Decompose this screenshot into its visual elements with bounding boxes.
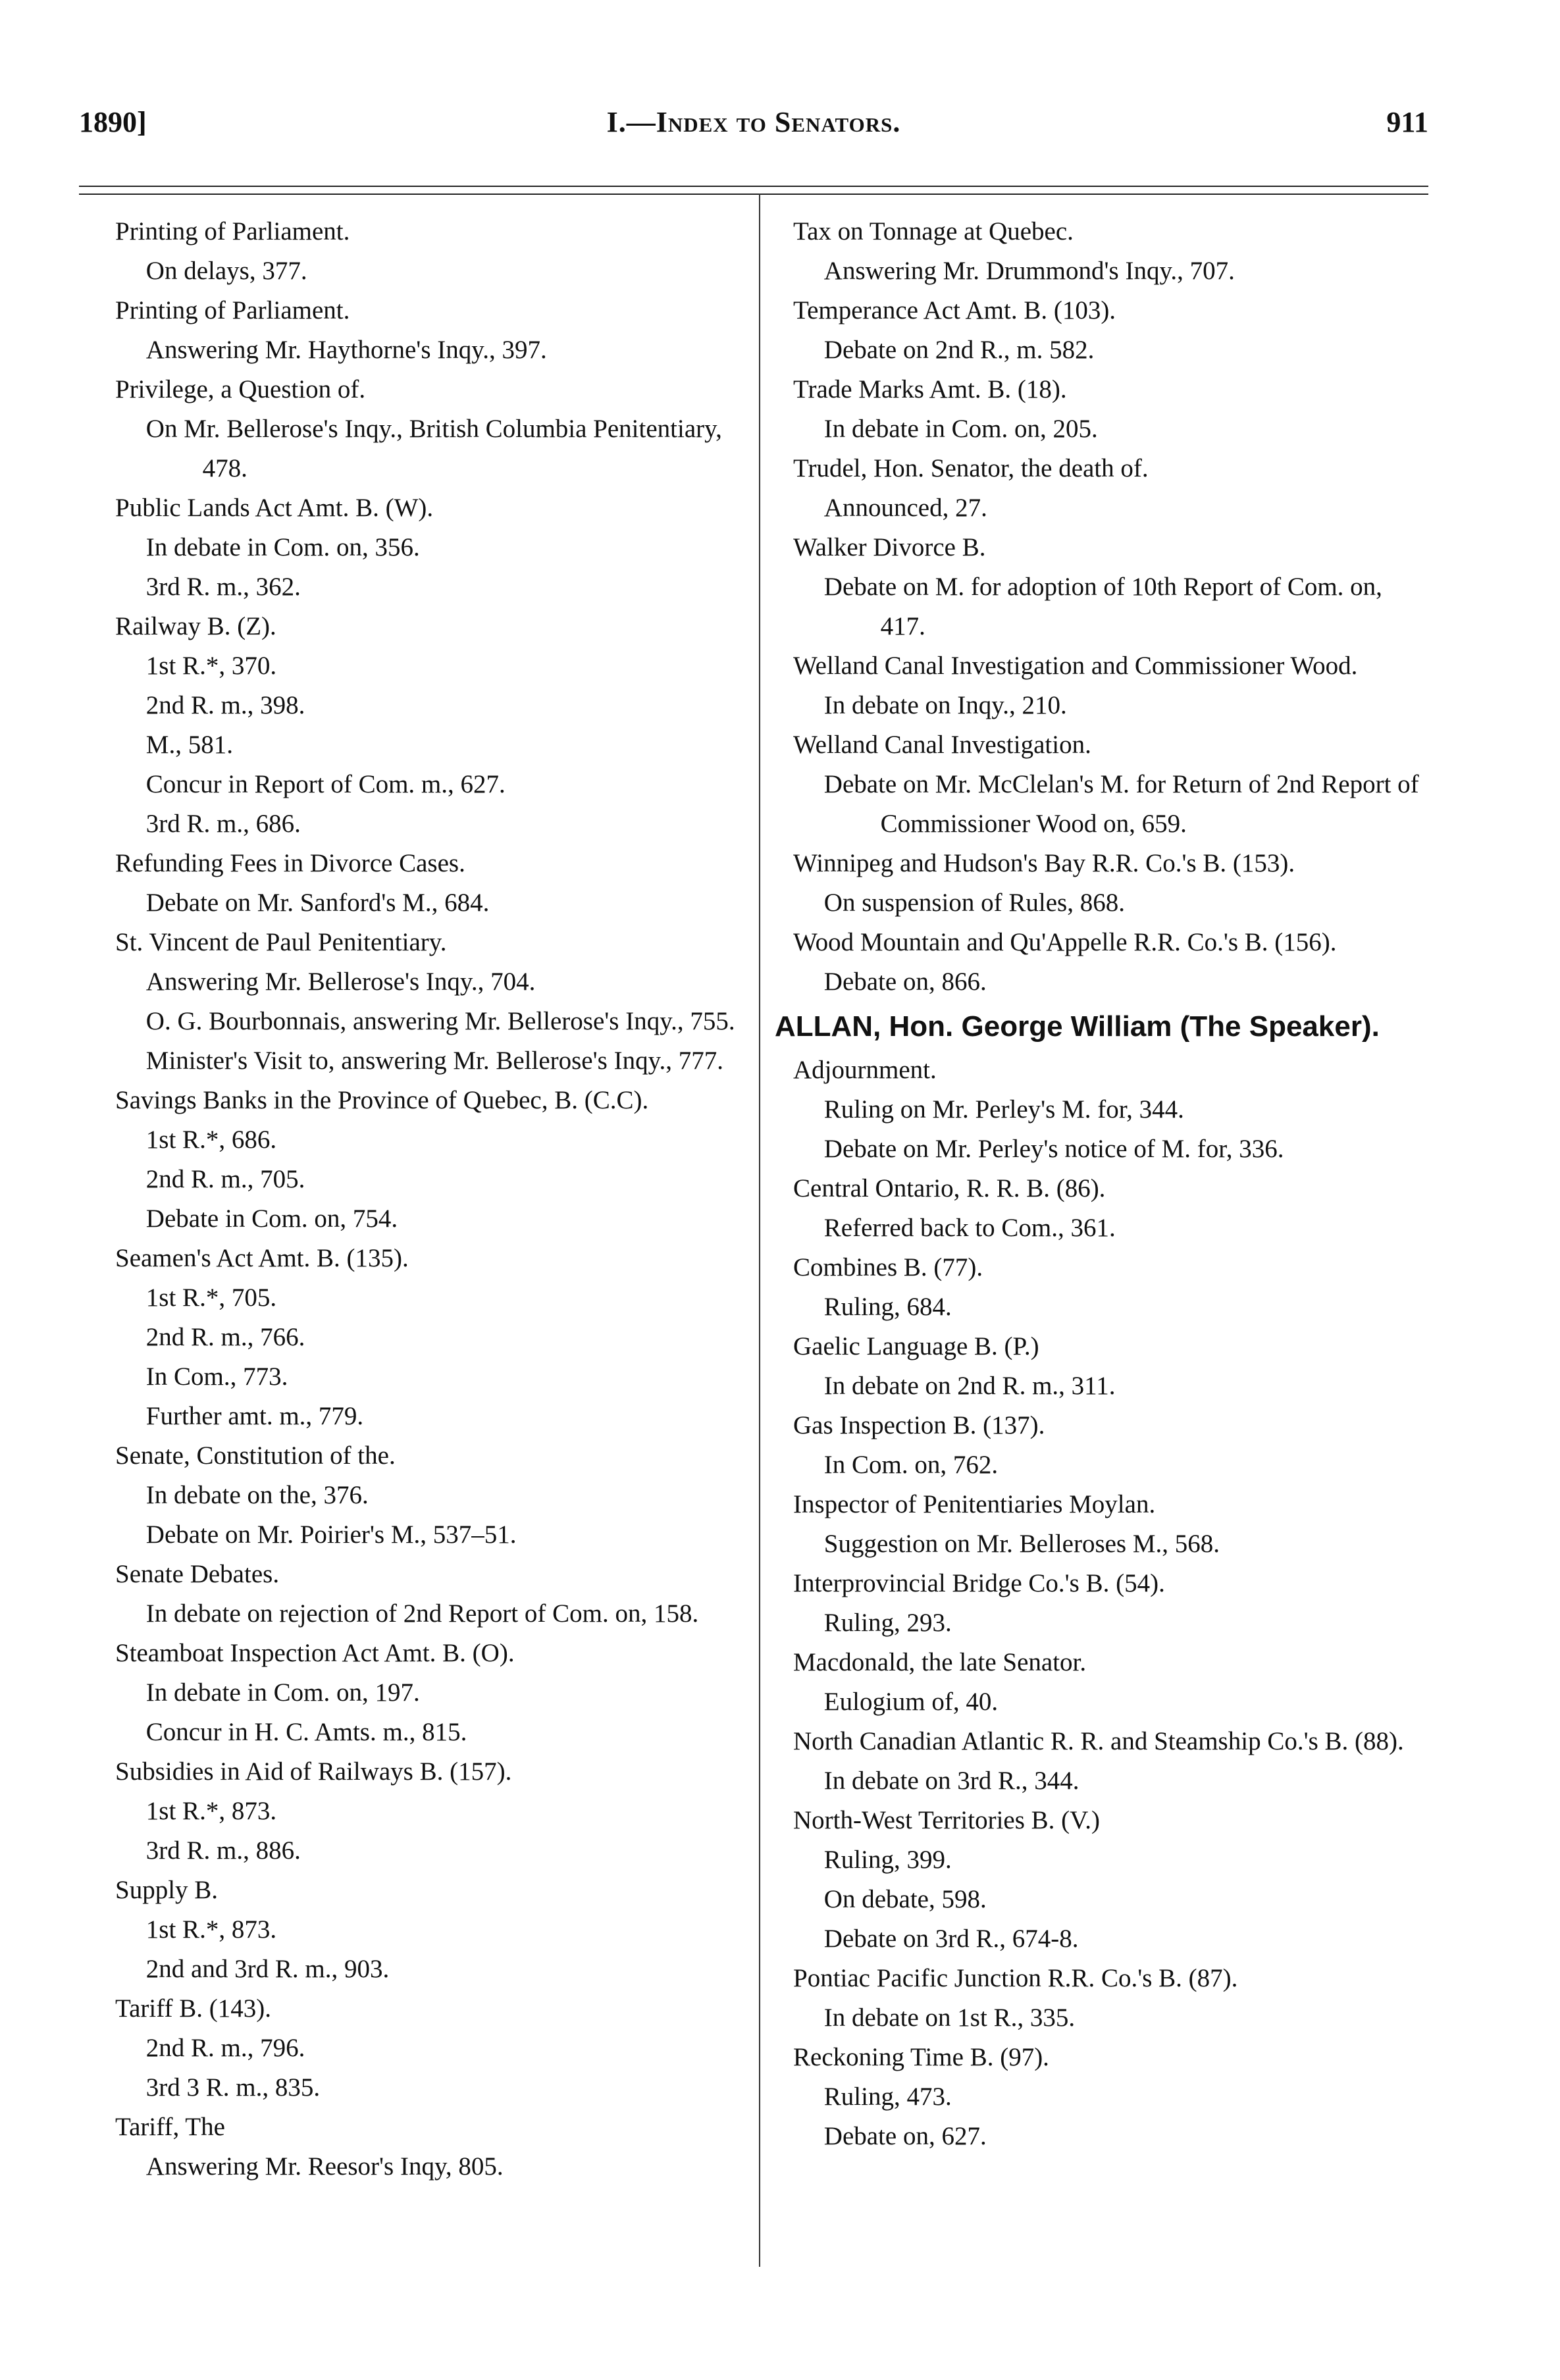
senator-heading: ALLAN, Hon. George William (The Speaker). [775,1010,1380,1043]
index-subentry: 2nd R. m., 796. [145,2034,305,2062]
index-subject: Reckoning Time B. (97). [793,2043,1049,2071]
index-subentry: Ruling, 473. [823,2082,952,2111]
index-subject: Welland Canal Investigation and Commissioner Wood. [793,652,1358,680]
header-rule-top [79,186,1428,187]
index-subject: St. Vincent de Paul Penitentiary. [115,928,447,956]
index-subject: Printing of Parliament. [115,217,350,246]
index-subentry: On debate, 598. [823,1885,987,1913]
index-subentry: 1st R.*, 873. [145,1797,277,1825]
index-subentry: Ruling, 684. [823,1293,952,1321]
index-subentry: Debate on M. for adoption of 10th Report of Com. on, 417. [823,573,1382,640]
index-subject: Walker Divorce B. [793,533,986,561]
index-subject: Subsidies in Aid of Railways B. (157). [115,1757,512,1786]
index-subject: Trade Marks Amt. B. (18). [793,375,1067,403]
index-subentry: 2nd R. m., 766. [145,1323,305,1351]
index-subject: Public Lands Act Amt. B. (W). [115,494,434,522]
index-subject: Macdonald, the late Senator. [793,1648,1087,1676]
index-subject: Tariff B. (143). [115,1994,271,2023]
index-subentry: Referred back to Com., 361. [823,1214,1116,1242]
index-subentry: On Mr. Bellerose's Inqy., British Columbia Penitentiary, 478. [145,415,722,482]
index-subentry: Answering Mr. Reesor's Inqy, 805. [145,2152,504,2181]
index-subentry: On suspension of Rules, 868. [823,889,1125,917]
index-subentry: Debate on Mr. McClelan's M. for Return of 2nd Report of Commissioner Wood on, 659. [823,770,1419,838]
index-subject: Temperance Act Amt. B. (103). [793,296,1116,324]
index-subentry: Ruling on Mr. Perley's M. for, 344. [823,1095,1184,1124]
index-subentry: Answering Mr. Bellerose's Inqy., 704. [145,968,536,996]
left-column [115,212,747,2186]
index-subentry: Debate on, 627. [823,2122,987,2150]
index-subject: Combines B. (77). [793,1253,983,1281]
column-divider [759,194,760,2267]
index-subentry: In debate on 3rd R., 344. [823,1767,1079,1795]
index-subentry: In debate on the, 376. [145,1481,369,1509]
index-subentry: 1st R.*, 705. [145,1283,277,1312]
index-subject: North-West Territories B. (V.) [793,1806,1101,1834]
index-subentry: In debate in Com. on, 205. [823,415,1098,443]
index-subject: Railway B. (Z). [115,612,276,640]
index-subject: Welland Canal Investigation. [793,731,1091,759]
header-title: I.—Index to Senators. [606,106,901,138]
index-subentry: In debate on 1st R., 335. [823,2004,1076,2032]
header-rule-bottom [79,194,1428,195]
index-subentry: In Com., 773. [145,1362,288,1391]
index-subject: Supply B. [115,1876,219,1904]
index-subentry: Concur in H. C. Amts. m., 815. [145,1718,467,1746]
index-subject: Privilege, a Question of. [115,375,366,403]
index-subentry: Ruling, 399. [823,1846,952,1874]
index-subentry: Announced, 27. [823,494,987,522]
index-subject: Tariff, The [115,2113,225,2141]
index-subject: Steamboat Inspection Act Amt. B. (O). [115,1639,515,1667]
index-subentry: Suggestion on Mr. Belleroses M., 568. [823,1530,1220,1558]
index-subentry: Further amt. m., 779. [145,1402,364,1430]
index-subject: Printing of Parliament. [115,296,350,324]
index-subject: Gaelic Language B. (P.) [793,1332,1039,1360]
index-subentry: O. G. Bourbonnais, answering Mr. Bellerose's Inqy., 755. [145,1007,735,1035]
index-subject: North Canadian Atlantic R. R. and Steamship Co.'s B. (88). [793,1727,1404,1755]
index-subentry: In debate on rejection of 2nd Report of Com. on, 158. [145,1599,699,1628]
index-subject: Trudel, Hon. Senator, the death of. [793,454,1149,482]
index-subentry: 3rd R. m., 886. [145,1836,301,1865]
index-subentry: Debate on 3rd R., 674-8. [823,1925,1079,1953]
index-subentry: Answering Mr. Haythorne's Inqy., 397. [145,336,547,364]
index-subentry: In debate in Com. on, 197. [145,1678,420,1707]
index-subject: Savings Banks in the Province of Quebec, B. (C.C). [115,1086,649,1114]
index-subentry: Debate on Mr. Sanford's M., 684. [145,889,490,917]
index-subentry: 1st R.*, 370. [145,652,277,680]
index-subentry: Answering Mr. Drummond's Inqy., 707. [823,257,1235,285]
index-subject: Gas Inspection B. (137). [793,1411,1045,1439]
index-subject: Pontiac Pacific Junction R.R. Co.'s B. (87). [793,1964,1238,1992]
index-subject: Adjournment. [793,1056,937,1084]
index-subject: Seamen's Act Amt. B. (135). [115,1244,409,1272]
index-subentry: Debate on, 866. [823,968,987,996]
index-subentry: 1st R.*, 873. [145,1915,277,1944]
index-subentry: 1st R.*, 686. [145,1125,277,1154]
index-subject: Wood Mountain and Qu'Appelle R.R. Co.'s B. (156). [793,928,1337,956]
index-subentry: In debate on Inqy., 210. [823,691,1067,719]
index-subentry: On delays, 377. [145,257,307,285]
index-subentry: Debate in Com. on, 754. [145,1204,398,1233]
index-subject: Senate, Constitution of the. [115,1441,396,1470]
index-subject: Interprovincial Bridge Co.'s B. (54). [793,1569,1165,1597]
page-header [79,105,1428,151]
index-subentry: 2nd R. m., 705. [145,1165,305,1193]
right-column [775,212,1432,2156]
index-subject: Inspector of Penitentiaries Moylan. [793,1490,1156,1518]
index-subentry: Concur in Report of Com. m., 627. [145,770,506,798]
index-subject: Central Ontario, R. R. B. (86). [793,1174,1106,1203]
header-year: 1890] [79,106,147,138]
index-subject: Tax on Tonnage at Quebec. [793,217,1074,246]
index-subentry: 2nd and 3rd R. m., 903. [145,1955,390,1983]
index-subentry: 3rd R. m., 686. [145,810,301,838]
index-subentry: Debate on 2nd R., m. 582. [823,336,1095,364]
index-subentry: Debate on Mr. Poirier's M., 537–51. [145,1520,517,1549]
index-subentry: In debate on 2nd R. m., 311. [823,1372,1116,1400]
index-subentry: Minister's Visit to, answering Mr. Bellerose's Inqy., 777. [145,1047,724,1075]
index-subentry: Debate on Mr. Perley's notice of M. for, 336. [823,1135,1284,1163]
index-subject: Winnipeg and Hudson's Bay R.R. Co.'s B. (153). [793,849,1295,877]
index-subject: Senate Debates. [115,1560,280,1588]
index-subentry: Ruling, 293. [823,1609,952,1637]
index-subentry: In debate in Com. on, 356. [145,533,420,561]
index-subentry: In Com. on, 762. [823,1451,999,1479]
index-subentry: M., 581. [145,731,233,759]
index-subentry: Eulogium of, 40. [823,1688,999,1716]
page-number: 911 [1386,106,1428,138]
index-subentry: 2nd R. m., 398. [145,691,305,719]
index-subentry: 3rd R. m., 362. [145,573,301,601]
index-subentry: 3rd 3 R. m., 835. [145,2073,321,2102]
index-subject: Refunding Fees in Divorce Cases. [115,849,465,877]
